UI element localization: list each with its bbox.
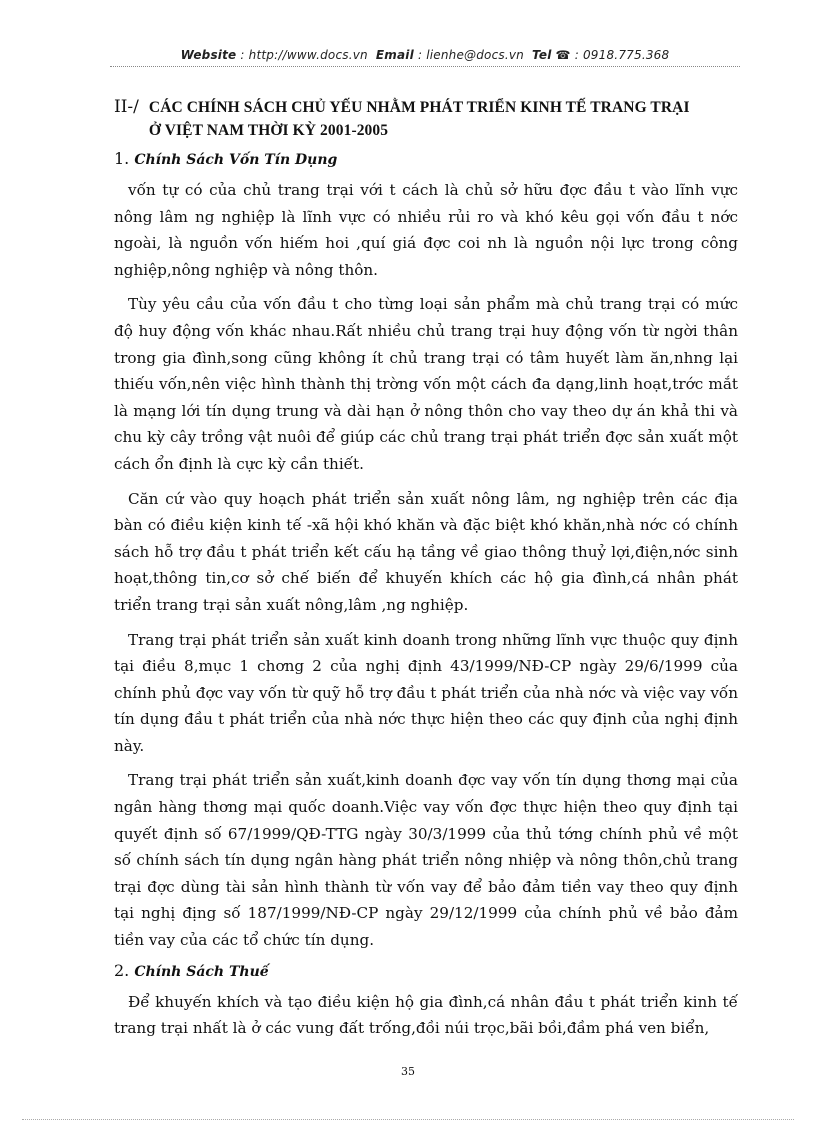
- paragraph: Để khuyến khích và tạo điều kiện hộ gia đình,cá nhân đầu t phát triển kinh tế trang trại nhất là ở các vung đất trống,đồi núi trọc,bãi bồi,đầm phá ven biển,: [114, 992, 738, 1038]
- heading-number: II-/: [114, 97, 139, 117]
- email-value: : lienhe@docs.vn: [417, 48, 524, 62]
- section-2-title: [114, 960, 738, 983]
- footer-divider: [22, 1119, 794, 1120]
- heading-line-1: CÁC CHÍNH SÁCH CHỦ YẾU NHẰM PHÁT TRIỂN KINH TẾ TRANG TRẠI: [148, 99, 690, 116]
- paragraph: Trang trại phát triển sản xuất,kinh doanh đợc vay vốn tín dụng thơng mại của ngân hàng thơng mại quốc doanh.Việc vay vốn đợc thực hiện theo quy định tại quyết định số 67/1999/QĐ-TTG ngày 30/3/1999 của thủ tớng chính phủ về một số chính sách tín dụng ngân hàng phát triển nông nhiệp và nông thôn,chủ trang trại đợc dùng tài sản hình thành từ vốn vay để bảo đảm tiền vay theo quy định tại nghị địng số 187/1999/NĐ-CP ngày 29/12/1999 của chính phủ về bảo đảm tiền vay của các tổ chức tín dụng.: [114, 771, 738, 950]
- heading-title: [149, 96, 690, 142]
- page-number: 35: [401, 1065, 415, 1078]
- paragraph: vốn tự có của chủ trang trại với t cách là chủ sở hữu đợc đầu t vào lĩnh vực nông lâm ng nghiệp là lĩnh vực có nhiều rủi ro và khó kêu gọi vốn đầu t nớc ngoài, là nguồn vốn hiếm hoi ,quí giá đợc coi nh là nguồn nội lực trong công nghiệp,nông nghiệp và nông thôn.: [114, 181, 738, 279]
- heading-line-2: Ở VIỆT NAM THỜI KỲ 2001-2005: [148, 122, 389, 139]
- chapter-heading: [114, 96, 738, 142]
- paragraph: Trang trại phát triển sản xuất kinh doanh trong những lĩnh vực thuộc quy định tại điều 8,mục 1 chơng 2 của nghị định 43/1999/NĐ-CP ngày 29/6/1999 của chính phủ đợc vay vốn từ quỹ hỗ trợ đầu t phát triển của nhà nớc và việc vay vốn tín dụng đầu t phát triển của nhà nớc thực hiện theo các quy định của nghị định này.: [114, 630, 738, 755]
- section-1-name: Chính Sách Vốn Tín Dụng: [134, 152, 338, 168]
- paragraph: Căn cứ vào quy hoạch phát triển sản xuất nông lâm, ng nghiệp trên các địa bàn có điều kiện kinh tế -xã hội khó khăn và đặc biệt khó khăn,nhà nớc có chính sách hỗ trợ đầu t phát triển kết cấu hạ tầng về giao thông thuỷ lợi,điện,nớc sinh hoạt,thông tin,cơ sở chế biến để khuyến khích các hộ gia đình,cá nhân phát triển trang trại sản xuất nông,lâm ,ng nghiệp.: [114, 489, 738, 614]
- section-2-number: 2.: [114, 960, 130, 980]
- document-body: [114, 96, 738, 1042]
- tel-label: Tel: [532, 48, 552, 62]
- page-header: [110, 48, 740, 62]
- section-2-name: Chính Sách Thuế: [134, 963, 269, 980]
- website-label: Website: [180, 48, 237, 62]
- website-value: : http://www.docs.vn: [240, 48, 368, 62]
- paragraph: Tùy yêu cầu của vốn đầu t cho từng loại sản phẩm mà chủ trang trại có mức độ huy động vốn khác nhau.Rất nhiều chủ trang trại huy động vốn từ ngời thân trong gia đình,song cũng không ít chủ trang trại có tâm huyết làm ăn,nhng lại thiếu vốn,nên việc hình thành thị trờng vốn một cách đa dạng,linh hoạt,trớc mắt là mạng lới tín dụng trung và dài hạn ở nông thôn cho vay theo dự án khả thi và chu kỳ cây trồng vật nuôi để giúp các chủ trang trại phát triển đợc sản xuất một cách ổn định là cực kỳ cần thiết.: [114, 295, 738, 473]
- email-label: Email: [375, 48, 414, 62]
- phone-icon: ☎: [555, 48, 571, 62]
- section-1-title: [114, 148, 738, 171]
- tel-value: : 0918.775.368: [574, 48, 670, 62]
- section-1-number: 1.: [114, 149, 130, 168]
- header-divider: [110, 66, 740, 67]
